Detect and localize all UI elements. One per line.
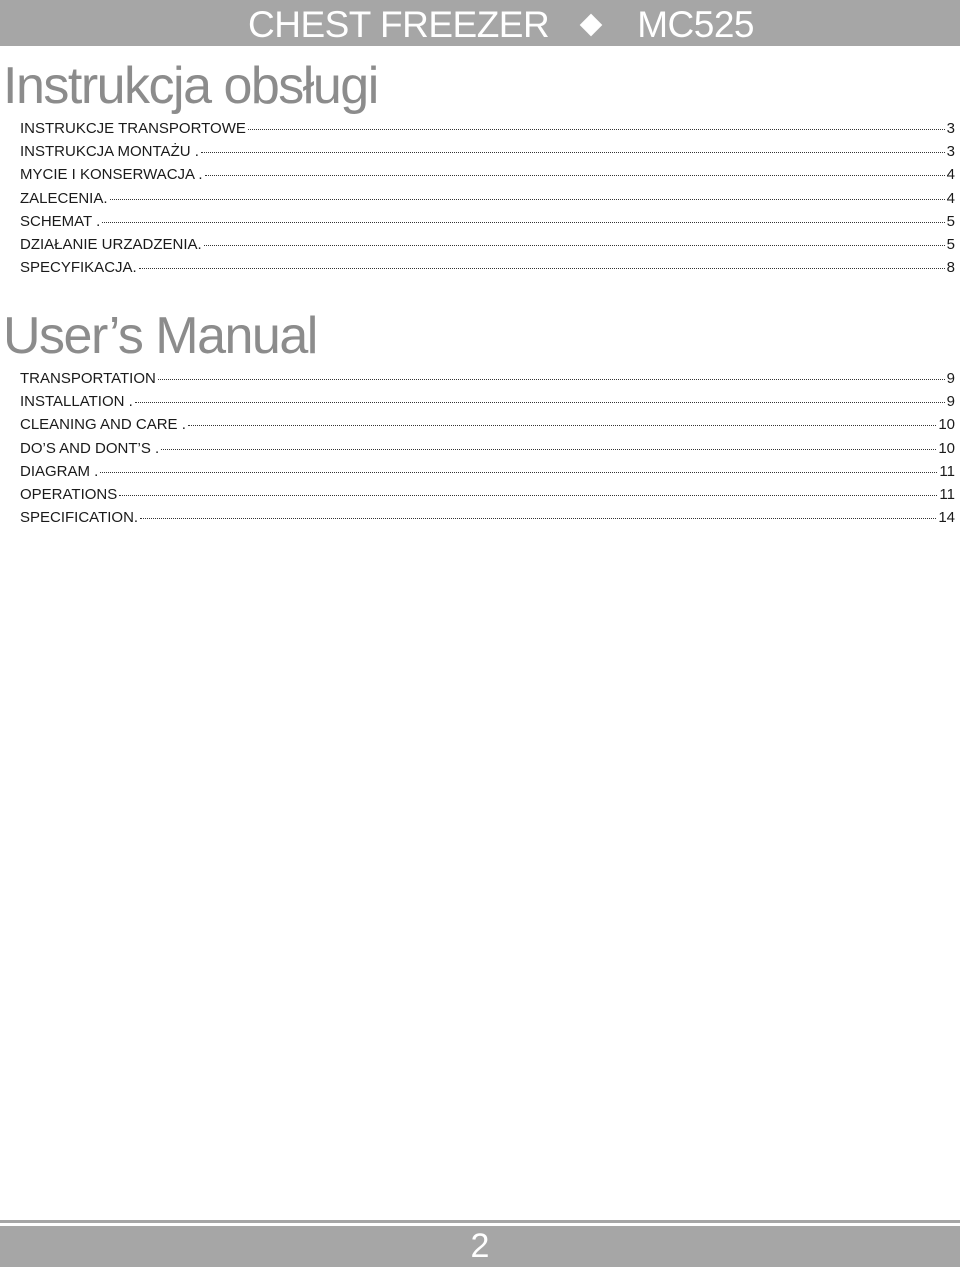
toc-item-label: DIAGRAM . [20,462,99,480]
toc-leader [248,129,945,130]
toc-leader [158,379,945,380]
toc-leader [135,402,945,403]
toc-item[interactable] [20,117,955,140]
toc-leader [201,152,945,153]
toc-item[interactable] [20,163,955,186]
toc-item-label: CLEANING AND CARE . [20,416,186,434]
diamond-icon [580,14,603,37]
toc-leader [110,199,945,200]
toc-item-label: TRANSPORTATION [20,370,156,387]
english-section-title: User’s Manual [3,307,317,365]
toc-leader [140,518,936,519]
toc-item[interactable] [20,390,955,413]
toc-item-page: 3 [946,120,955,137]
toc-item-page: 11 [939,462,955,480]
english-toc [20,367,955,529]
toc-item-page: 3 [946,143,955,161]
toc-item-page: 5 [946,212,955,230]
polish-section-title: Instrukcja obsługi [3,57,378,115]
toc-item-page: 11 [939,485,955,503]
toc-item-label: INSTRUKCJA MONTAŻU . [20,143,199,161]
toc-leader [204,245,945,246]
toc-item[interactable] [20,483,955,506]
toc-item[interactable] [20,256,955,279]
header-model: MC525 [637,4,754,45]
toc-leader [119,495,937,496]
toc-item[interactable] [20,437,955,460]
toc-item-label: MYCIE I KONSERWACJA . [20,166,203,184]
toc-leader [205,175,945,176]
toc-item-page: 8 [946,259,955,277]
toc-leader [188,425,936,426]
toc-item[interactable] [20,210,955,233]
toc-item-page: 14 [938,509,955,527]
toc-item-page: 9 [946,370,955,387]
page-number: 2 [470,1227,490,1265]
toc-item[interactable] [20,413,955,436]
polish-toc [20,117,955,279]
toc-item-label: DO’S AND DONT’S . [20,439,160,457]
footer-rule [0,1220,960,1223]
toc-item[interactable] [20,460,955,483]
toc-item-page: 10 [938,416,955,434]
toc-item-page: 5 [946,235,955,253]
toc-item-label: DZIAŁANIE URZADZENIA. [20,235,202,253]
toc-leader [100,472,937,473]
toc-item-label: INSTRUKCJE TRANSPORTOWE [20,120,246,137]
toc-item-page: 9 [946,393,955,411]
toc-item-page: 4 [946,189,955,207]
toc-item-page: 10 [938,439,955,457]
toc-item[interactable] [20,187,955,210]
header-title [248,4,754,46]
toc-leader [102,222,944,223]
toc-item[interactable] [20,233,955,256]
toc-leader [139,268,945,269]
toc-item-label: SPECIFICATION. [20,509,139,527]
toc-item-label: SPECYFIKACJA. [20,259,137,277]
header-product: CHEST FREEZER [248,4,550,45]
toc-item[interactable] [20,140,955,163]
toc-item-page: 4 [946,166,955,184]
toc-item-label: ZALECENIA. [20,189,108,207]
toc-item[interactable] [20,506,955,529]
toc-leader [161,449,936,450]
toc-item-label: SCHEMAT . [20,212,101,230]
toc-item-label: INSTALLATION . [20,393,133,411]
toc-item[interactable] [20,367,955,390]
toc-item-label: OPERATIONS [20,485,118,503]
